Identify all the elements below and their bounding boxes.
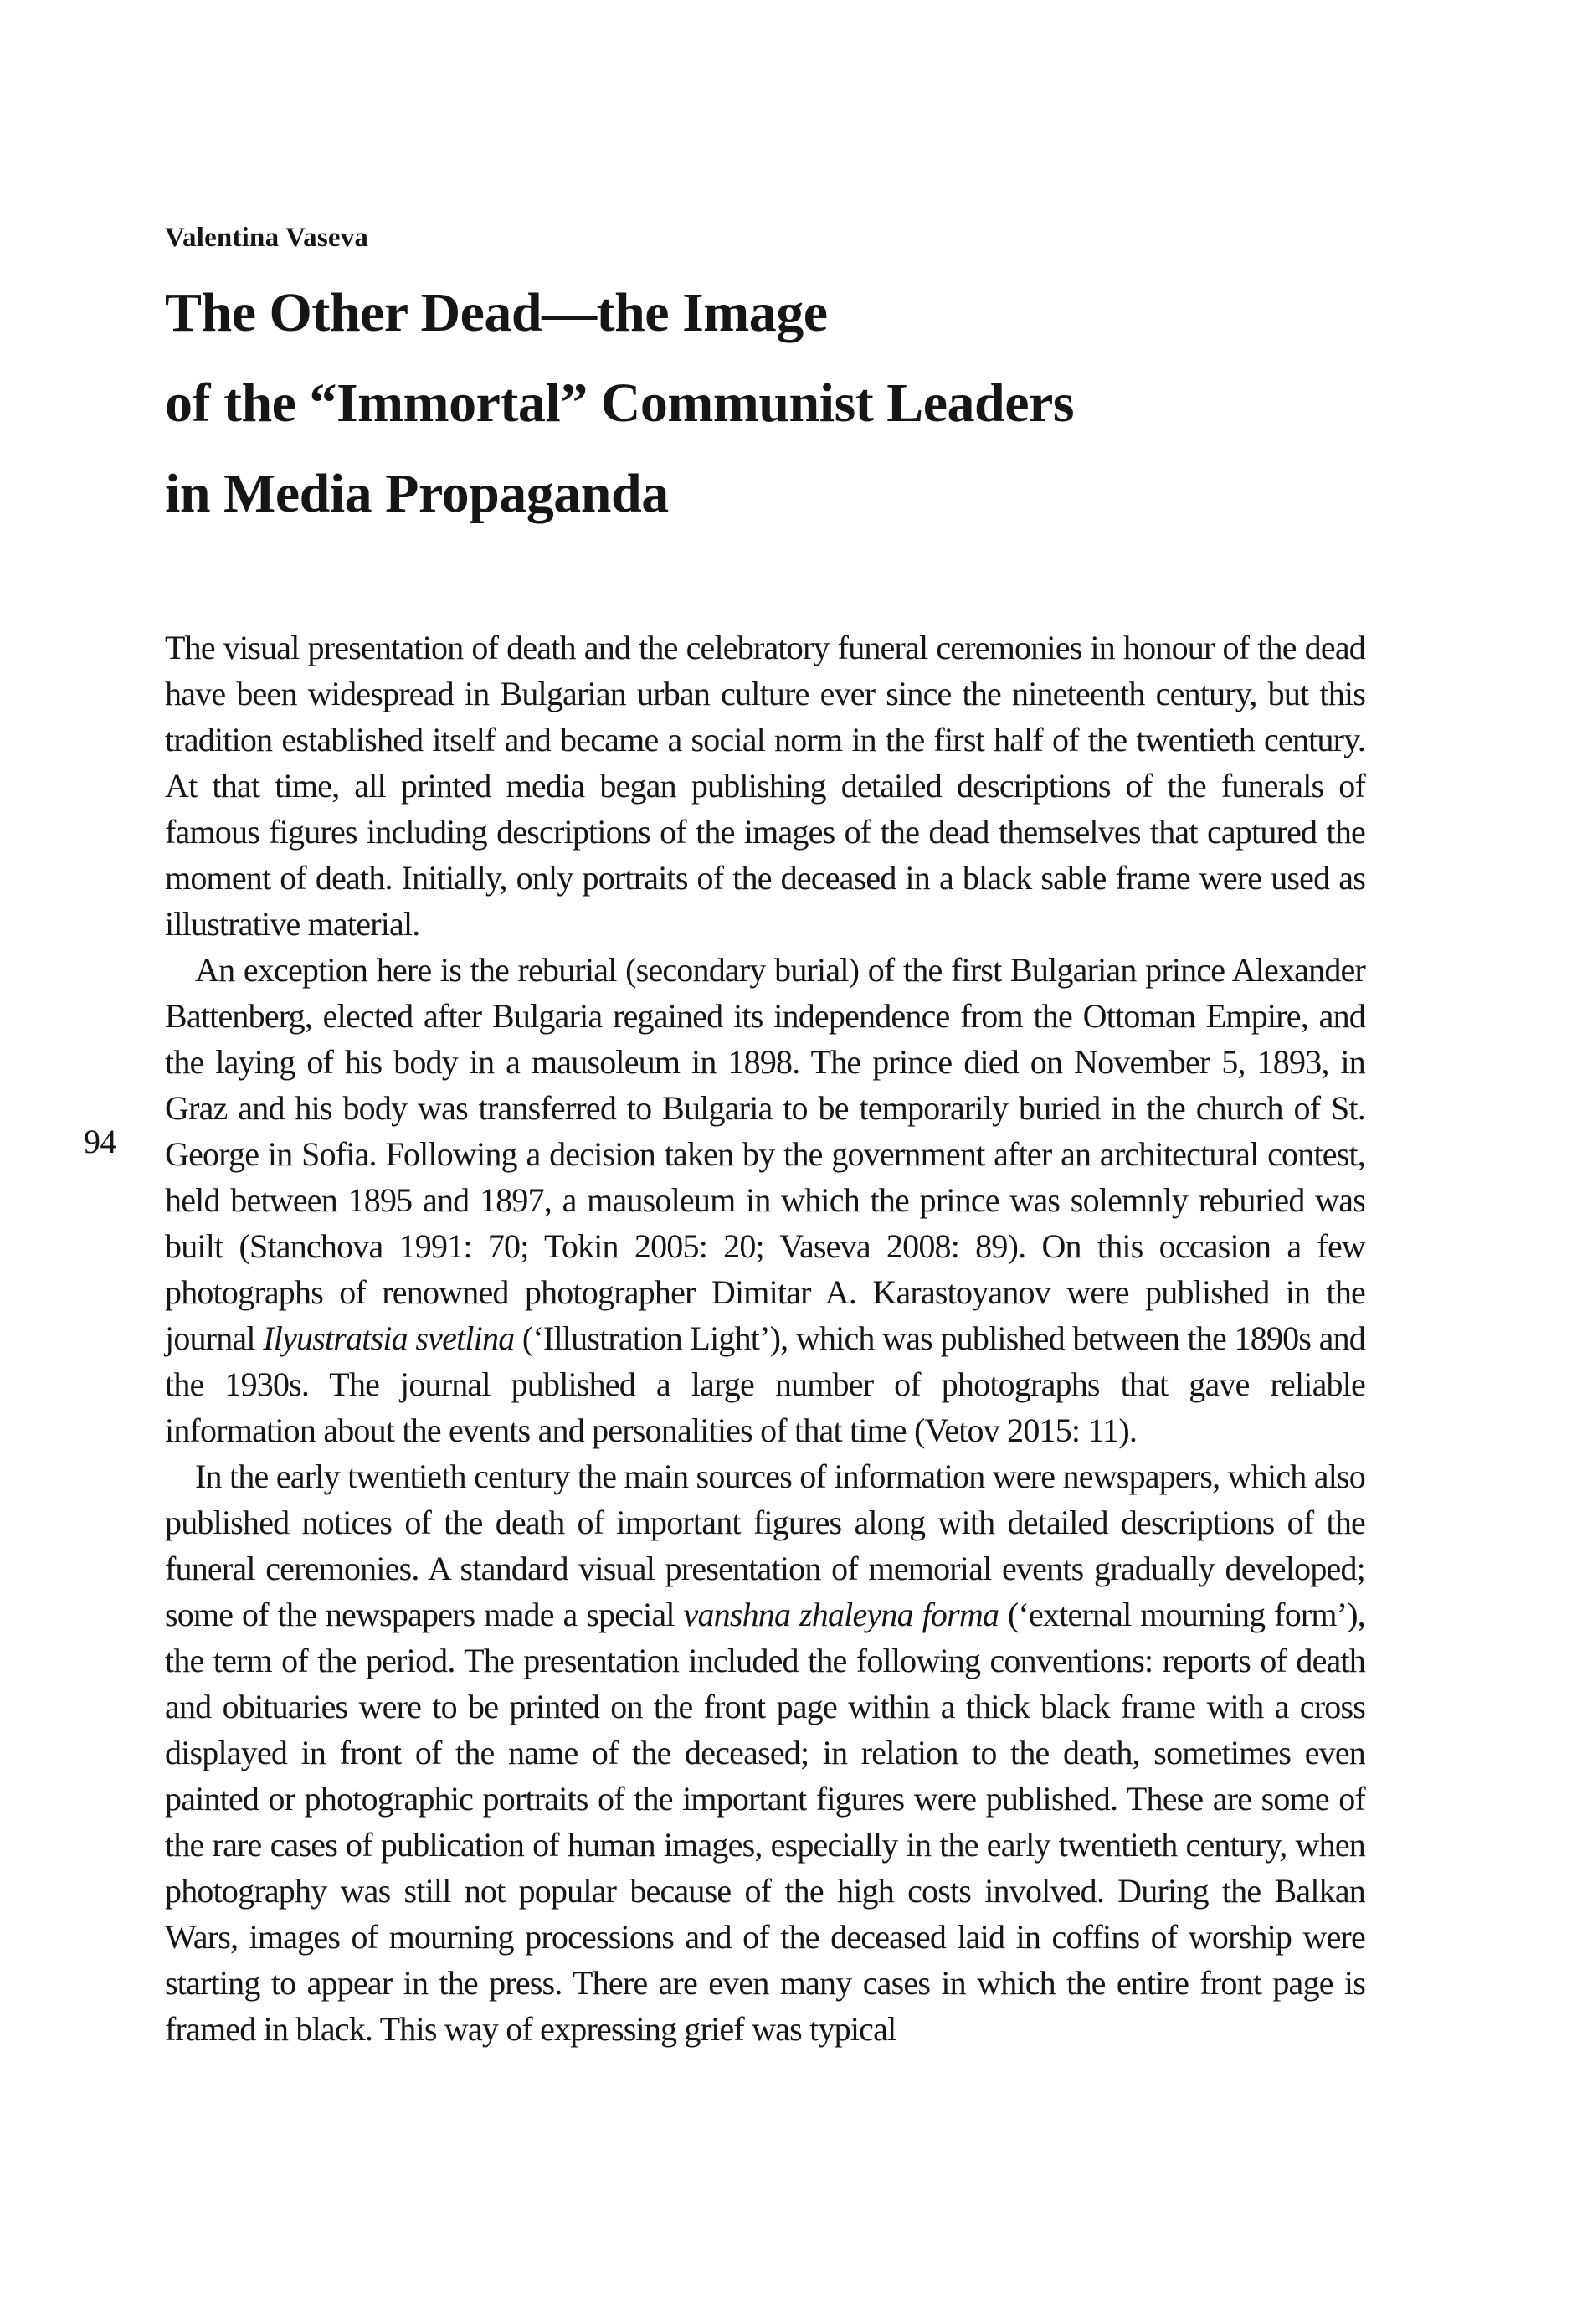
title-line: of the “Immortal” Communist Leaders [165,373,1075,434]
article-title [165,268,1420,539]
paragraph: In the early twentieth century the main sources of information were newspapers, which also published notices of the death of important figures along with detailed descriptions of the funeral ceremonies. A standard visual presentation of memorial events gradually developed; some of the newspapers made a special vanshna zhaleyna forma (‘external mourning form’), the term of the period. The presentation included the following conventions: reports of death and obituaries were to be printed on the front page within a thick black frame with a cross displayed in front of the name of the deceased; in relation to the death, sometimes even painted or photographic portraits of the important figures were published. These are some of the rare cases of publication of human images, especially in the early twentieth century, when photography was still not popular because of the high costs involved. During the Balkan Wars, images of mourning processions and of the deceased laid in coffins of worship were starting to appear in the press. There are even many cases in which the entire front page is framed in black. This way of expressing grief was typical [165,1458,1365,2048]
article-body [165,625,1365,2052]
page-number: 94 [84,1123,116,1160]
paragraph: An exception here is the reburial (secondary burial) of the first Bulgarian prince Alexander Battenberg, elected after Bulgaria regained its independence from the Ottoman Empire, and the laying of his body in a mausoleum in 1898. The prince died on November 5, 1893, in Graz and his body was transferred to Bulgaria to be temporarily buried in the church of St. George in Sofia. Following a decision taken by the government after an architectural contest, held between 1895 and 1897, a mausoleum in which the prince was solemnly reburied was built (Stanchova 1991: 70; Tokin 2005: 20; Vaseva 2008: 89). On this occasion a few photographs of renowned photographer Dimitar A. Karastoyanov were published in the journal Ilyustratsia svetlina (‘Illustration Light’), which was published between the 1890s and the 1930s. The journal published a large number of photographs that gave reliable information about the events and personalities of that time (Vetov 2015: 11). [165,951,1365,1449]
title-line: in Media Propaganda [165,463,669,524]
author-name: Valentina Vaseva [165,223,369,253]
paragraph: The visual presentation of death and the celebratory funeral ceremonies in honour of the dead have been widespread in Bulgarian urban culture ever since the nineteenth century, but this tradition established itself and became a social norm in the first half of the twentieth century. At that time, all printed media began publishing detailed descriptions of the funerals of famous figures including descriptions of the images of the dead themselves that captured the moment of death. Initially, only portraits of the deceased in a black sable frame were used as illustrative material. [165,629,1365,943]
title-line: The Other Dead—the Image [165,282,828,343]
